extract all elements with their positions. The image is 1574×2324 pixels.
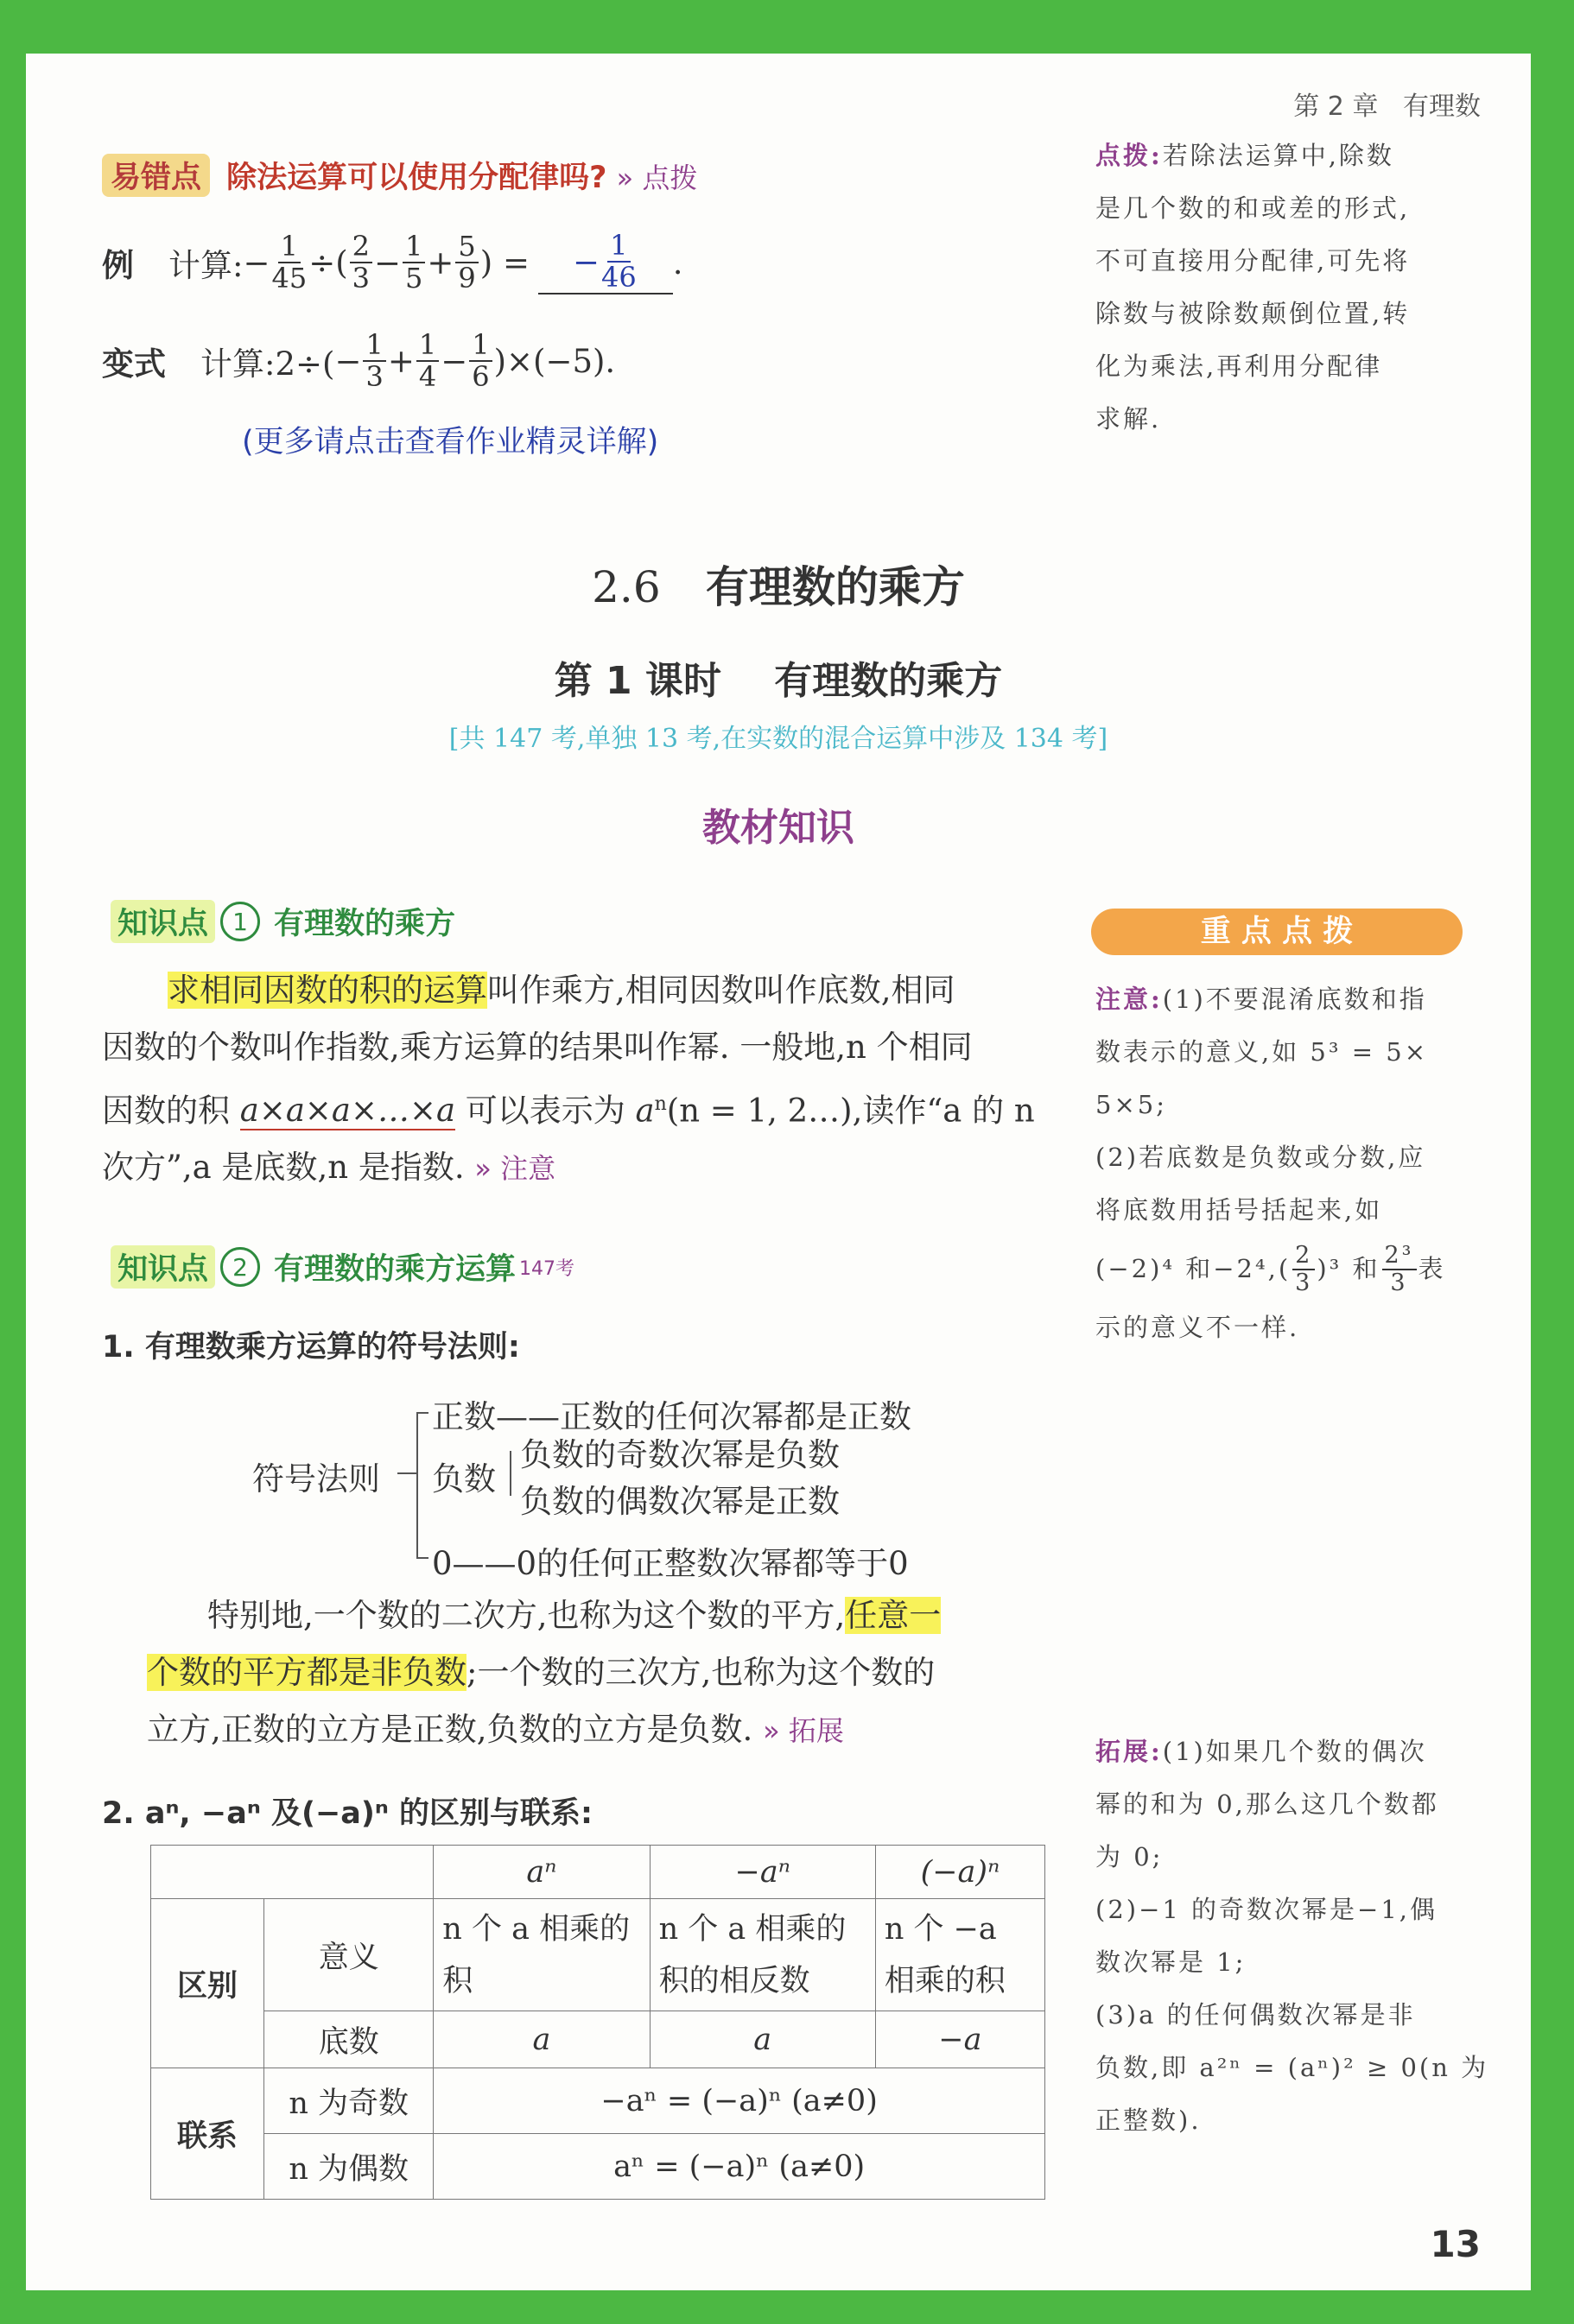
key-tips-box: 重 点 点 拨	[1091, 909, 1463, 955]
pos-branch: 正数——正数的任何次幂都是正数	[432, 1398, 911, 1435]
sign-rule-heading: 1. 有理数乘方运算的符号法则:	[102, 1330, 520, 1365]
sign-rule-root: 符号法则	[252, 1460, 380, 1498]
example-prefix: 计算:	[168, 247, 244, 285]
base-label: 底数	[264, 2011, 434, 2068]
kp1-body: 求相同因数的积的运算叫作乘方,相同因数叫作底数,相同 因数的个数叫作指数,乘方运算的结果叫作幂. 一般地,n 个相同 因数的积 a×a×a×…×a 可以表示为 $a^n(n = 1$, 2…),读作“a 的 n 次方”,a 是底数,n 是指数. » 注意	[102, 972, 1035, 1187]
example-label: 例	[102, 247, 134, 285]
variant-suffix: )×(−5).	[493, 342, 616, 380]
extension-link[interactable]: » 拓展	[763, 1714, 844, 1747]
chapter-title: 有理数	[1403, 92, 1481, 122]
side-hint-label: 点拨:	[1095, 141, 1163, 170]
exam-count: 147考	[519, 1257, 575, 1280]
fraction: $\frac{1}{4}$	[416, 330, 439, 392]
comparison-table	[150, 1845, 1045, 2200]
highlight-square: 个数的平方都是非负数	[147, 1654, 466, 1691]
table-corner	[151, 1846, 434, 1899]
odd-label: n 为奇数	[264, 2068, 434, 2134]
zero-branch: 0——0的任何正整数次幂都等于0	[432, 1545, 909, 1582]
neg-odd-rule: 负数的奇数次幂是负数	[520, 1436, 840, 1473]
mistake-tag: 易错点	[102, 154, 210, 197]
kp-number: 1	[220, 902, 260, 941]
side-ext-label: 拓展:	[1095, 1737, 1163, 1766]
more-details-link[interactable]: (更多请点击查看作业精灵详解)	[242, 425, 659, 459]
side-note: 注意:(1)不要混淆底数和指 数表示的意义,如 5³ = 5× 5×5; (2)若底数是负数或分数,应 将底数用括号括起来,如 (−2)⁴ 和−2⁴,( $\frac{2}{3}$ )³ 和 $\frac{\text{2³}}{3}$ 表 示的意义不一样.	[1095, 985, 1446, 1342]
section-title: 2.6 有理数的乘方	[592, 562, 965, 612]
variant-prefix: 计算:2÷(	[200, 345, 335, 383]
even-relation: aⁿ = (−a)ⁿ (a≠0)	[434, 2134, 1045, 2200]
side-extension: 拓展:(1)如果几个数的偶次 幂的和为 0,那么这几个数都 为 0; (2)−1 的奇数次幂是−1,偶 数次幂是 1; (3)a 的任何偶数次幂是非 负数,即 a²ⁿ = (aⁿ)² ≥ 0(n 为 正整数).	[1095, 1737, 1489, 2135]
highlight-definition: 求相同因数的积的运算	[168, 972, 487, 1009]
lesson-title: 第 1 课时 有理数的乘方	[554, 659, 1003, 703]
side-hint: 点拨:若除法运算中,除数 是几个数的和或差的形式, 不可直接用分配律,可先将 除数与被除数颠倒位置,转 化为乘法,再利用分配律 求解.	[1095, 141, 1411, 434]
table-cell: n 个 a 相乘的积的相反数	[650, 1899, 875, 2011]
mistake-point	[102, 154, 697, 197]
kp-tag: 知识点	[111, 900, 215, 943]
table-cell: a	[650, 2011, 875, 2068]
kp-title: 有理数的乘方	[274, 907, 456, 941]
col-header: (−a)ⁿ	[875, 1846, 1044, 1899]
kp2-header	[111, 1245, 574, 1289]
chapter-number: 第 2 章	[1293, 92, 1379, 122]
link-label: 联系	[151, 2068, 264, 2200]
side-note-label: 注意:	[1095, 985, 1163, 1014]
kp-number: 2	[220, 1247, 260, 1287]
fraction: $\frac{1}{5}$	[403, 231, 425, 294]
answer-blank	[538, 231, 673, 294]
kp-title: 有理数的乘方运算	[274, 1252, 517, 1287]
kp-tag: 知识点	[111, 1245, 215, 1289]
table-cell: −a	[875, 2011, 1044, 2068]
running-header	[1293, 85, 1481, 123]
neg-even-rule: 负数的偶数次幂是正数	[520, 1483, 840, 1520]
answer-sign: −	[572, 243, 600, 281]
table-cell: n 个 −a 相乘的积	[875, 1899, 1044, 2011]
col-header: aⁿ	[434, 1846, 650, 1899]
textbook-heading: 教材知识	[702, 806, 854, 850]
fraction: $\frac{2}{3}$	[350, 231, 372, 294]
table-cell: n 个 a 相乘的积	[434, 1899, 650, 2011]
special-paragraph: 特别地,一个数的二次方,也称为这个数的平方,任意一 个数的平方都是非负数;一个数的三次方,也称为这个数的 立方,正数的立方是正数,负数的立方是负数. » 拓展	[147, 1597, 942, 1748]
fraction: $\frac{1}{3}$	[363, 330, 385, 392]
page	[26, 54, 1531, 2290]
meaning-label: 意义	[264, 1899, 434, 2011]
hint-link[interactable]: » 点拨	[616, 161, 698, 194]
diff-label: 区别	[151, 1899, 264, 2068]
note-link[interactable]: » 注意	[474, 1152, 556, 1186]
compare-heading: 2. aⁿ, −aⁿ 及(−a)ⁿ 的区别与联系:	[102, 1796, 593, 1831]
fraction: $\frac{1}{6}$	[469, 330, 492, 392]
fraction: $\frac{1}{45}$	[271, 230, 308, 295]
answer-fraction: $\frac{1}{46}$	[600, 229, 637, 294]
table-cell: a	[434, 2011, 650, 2068]
variant-label: 变式	[102, 345, 166, 383]
mistake-question: 除法运算可以使用分配律吗?	[226, 161, 607, 195]
variant-row: 变式 计算:2÷( − $\frac{1}{3}$ + $\frac{1}{4}$ − $\frac{1}{6}$ )×(−5).	[102, 328, 616, 394]
example-row: 例 计算: − $\frac{1}{45}$ ÷( $\frac{2}{3}$ − $\frac{1}{5}$ + $\frac{5}{9}$ ) = − $\frac{1}{46}$ .	[102, 229, 683, 295]
col-header: −aⁿ	[650, 1846, 875, 1899]
neg-branch: 负数	[432, 1460, 496, 1498]
page-number: 13	[1430, 2223, 1481, 2265]
odd-relation: −aⁿ = (−a)ⁿ (a≠0)	[434, 2068, 1045, 2134]
fraction: $\frac{5}{9}$	[455, 231, 478, 294]
exam-note: [共 147 考,单独 13 考,在实数的混合运算中涉及 134 考]	[448, 724, 1108, 754]
kp1-header	[111, 900, 455, 943]
even-label: n 为偶数	[264, 2134, 434, 2200]
